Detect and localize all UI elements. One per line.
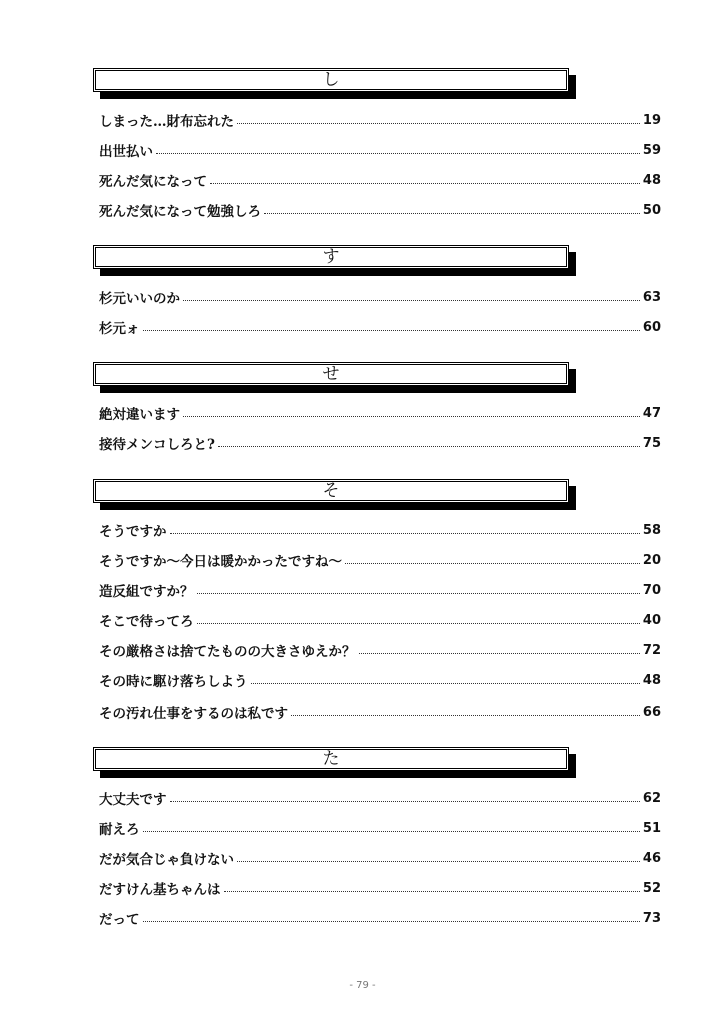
entry-page: 66 bbox=[642, 704, 661, 720]
dot-leader bbox=[264, 213, 640, 214]
section-header-so bbox=[93, 479, 569, 503]
entry-title: その厳格さは捨てたものの大きさゆえか？ bbox=[99, 644, 356, 660]
entry-title: そこで待ってろ bbox=[99, 614, 194, 630]
index-entry bbox=[99, 907, 661, 929]
entry-title: 接待メンコしろと? bbox=[99, 437, 215, 453]
entry-title: その時に駆け落ちしよう bbox=[99, 674, 248, 690]
section-heading: し bbox=[322, 70, 340, 90]
dot-leader bbox=[143, 921, 640, 922]
index-entry bbox=[99, 519, 661, 541]
entry-page: 60 bbox=[642, 319, 661, 335]
entry-page: 62 bbox=[642, 790, 661, 806]
entry-title: 死んだ気になって bbox=[99, 174, 207, 190]
dot-leader bbox=[143, 330, 640, 331]
index-entry bbox=[99, 579, 661, 601]
entry-page: 48 bbox=[642, 672, 661, 688]
dot-leader bbox=[197, 593, 640, 594]
index-entry bbox=[99, 432, 661, 454]
entry-title: しまった…財布忘れた bbox=[99, 114, 234, 130]
dot-leader bbox=[237, 123, 640, 124]
index-entry bbox=[99, 316, 661, 338]
section-heading: た bbox=[322, 749, 340, 769]
entry-title: 杉元ォ bbox=[99, 321, 140, 337]
entry-title: だって bbox=[99, 912, 140, 928]
index-entry bbox=[99, 402, 661, 424]
section-header-shi bbox=[93, 68, 569, 92]
dot-leader bbox=[359, 653, 640, 654]
entry-page: 19 bbox=[642, 112, 661, 128]
index-entry bbox=[99, 139, 661, 161]
entry-title: その汚れ仕事をするのは私です bbox=[99, 706, 288, 722]
index-entry bbox=[99, 199, 661, 221]
section-heading: す bbox=[322, 247, 340, 267]
entry-page: 72 bbox=[642, 642, 661, 658]
dot-leader bbox=[237, 861, 640, 862]
dot-leader bbox=[183, 416, 640, 417]
section-heading: そ bbox=[322, 481, 340, 501]
dot-leader bbox=[170, 533, 640, 534]
entry-page: 50 bbox=[642, 202, 661, 218]
entry-page: 73 bbox=[642, 910, 661, 926]
index-entry bbox=[99, 286, 661, 308]
dot-leader bbox=[224, 891, 640, 892]
entry-title: だが気合じゃ負けない bbox=[99, 852, 234, 868]
page-number: - 79 - bbox=[349, 980, 376, 991]
dot-leader bbox=[156, 153, 640, 154]
entry-title: 大丈夫です bbox=[99, 792, 167, 808]
dot-leader bbox=[345, 563, 640, 564]
entry-page: 48 bbox=[642, 172, 661, 188]
entry-title: だすけん基ちゃんは bbox=[99, 882, 221, 898]
dot-leader bbox=[210, 183, 640, 184]
index-entry bbox=[99, 877, 661, 899]
index-entry bbox=[99, 669, 661, 691]
entry-page: 63 bbox=[642, 289, 661, 305]
entry-page: 59 bbox=[642, 142, 661, 158]
index-entry bbox=[99, 609, 661, 631]
entry-title: 死んだ気になって勉強しろ bbox=[99, 204, 261, 220]
section-heading: せ bbox=[322, 364, 340, 384]
index-entry bbox=[99, 639, 661, 661]
entry-page: 58 bbox=[642, 522, 661, 538]
index-entry bbox=[99, 701, 661, 723]
entry-title: 杉元いいのか bbox=[99, 291, 180, 307]
index-entry bbox=[99, 817, 661, 839]
index-entry bbox=[99, 549, 661, 571]
entry-title: 造反組ですか？ bbox=[99, 584, 194, 600]
dot-leader bbox=[183, 300, 640, 301]
entry-title: 耐えろ bbox=[99, 822, 140, 838]
entry-title: 出世払い bbox=[99, 144, 153, 160]
index-entry bbox=[99, 847, 661, 869]
index-entry bbox=[99, 109, 661, 131]
entry-page: 20 bbox=[642, 552, 661, 568]
entry-page: 40 bbox=[642, 612, 661, 628]
section-header-su bbox=[93, 245, 569, 269]
section-header-se bbox=[93, 362, 569, 386]
index-entry bbox=[99, 169, 661, 191]
dot-leader bbox=[251, 683, 640, 684]
dot-leader bbox=[170, 801, 640, 802]
entry-page: 47 bbox=[642, 405, 661, 421]
entry-page: 75 bbox=[642, 435, 661, 451]
dot-leader bbox=[291, 715, 640, 716]
entry-title: そうですか bbox=[99, 524, 167, 540]
dot-leader bbox=[143, 831, 640, 832]
entry-title: 絶対違います bbox=[99, 407, 180, 423]
index-entry bbox=[99, 787, 661, 809]
entry-page: 52 bbox=[642, 880, 661, 896]
entry-page: 46 bbox=[642, 850, 661, 866]
entry-page: 51 bbox=[642, 820, 661, 836]
entry-title: そうですか〜今日は暖かかったですね〜 bbox=[99, 554, 342, 570]
entry-page: 70 bbox=[642, 582, 661, 598]
section-header-ta bbox=[93, 747, 569, 771]
dot-leader bbox=[218, 446, 640, 447]
dot-leader bbox=[197, 623, 640, 624]
